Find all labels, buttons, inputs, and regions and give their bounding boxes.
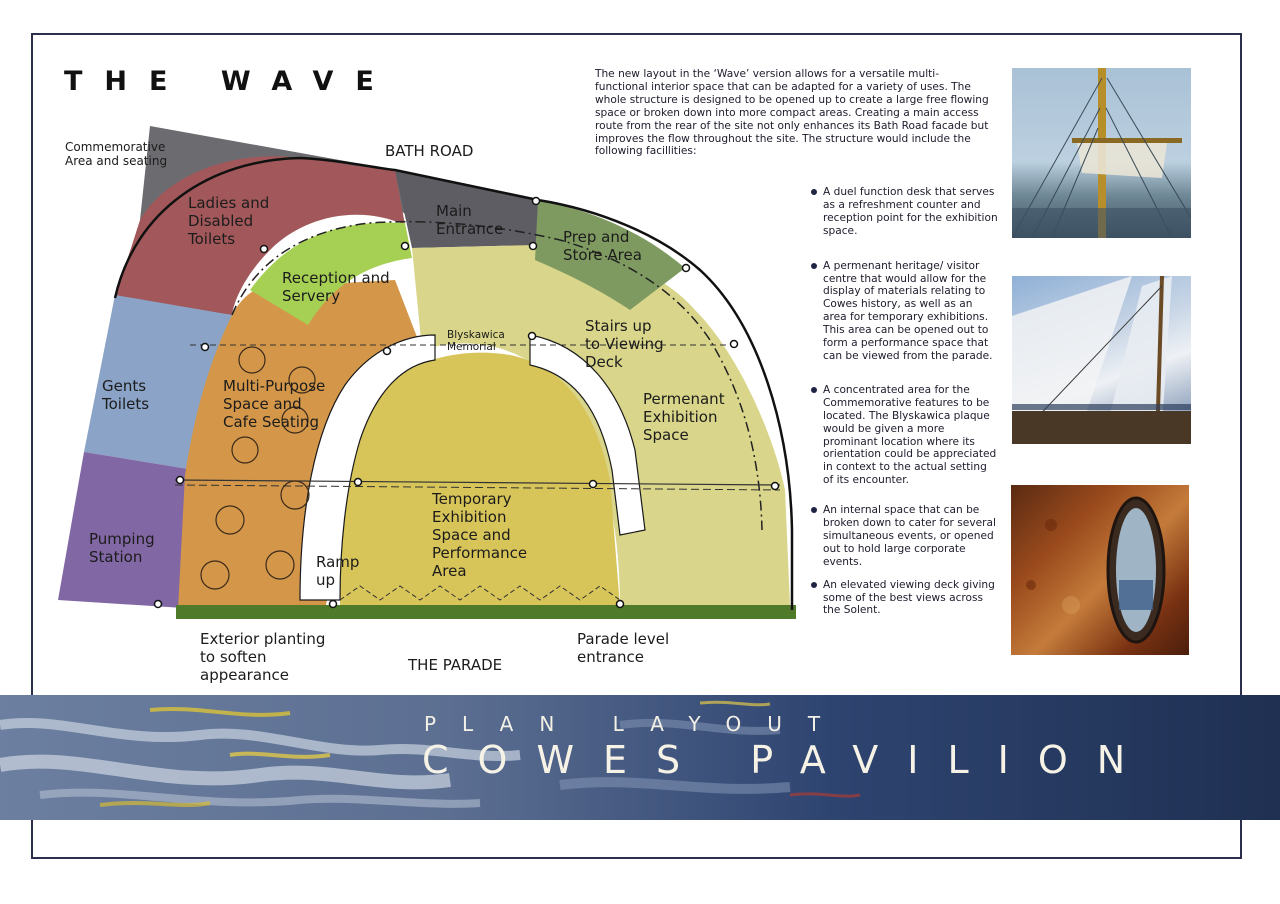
bullet-icon — [811, 582, 817, 588]
list-item: A concentrated area for the Commemorative features to be located. The Blyskawica plaque would be given a more prominant location where its orientation could be appreciated in context to the actual setting of its encounter. — [808, 384, 998, 487]
bullet-icon — [811, 263, 817, 269]
label-ramp: Ramp up — [316, 553, 360, 589]
label-reception: Reception and Servery — [282, 269, 390, 305]
mast-illustration — [1012, 68, 1191, 238]
list-item: A duel function desk that serves as a refreshment counter and reception point for the exhibition space. — [808, 186, 998, 238]
bullet-icon — [811, 507, 817, 513]
photo-tall-ship-mast — [1012, 68, 1191, 238]
label-temporary: Temporary Exhibition Space and Performance Area — [432, 490, 528, 580]
label-gents-toilets: Gents Toilets — [102, 377, 150, 413]
label-blyskawica: Blyskawica Memorial — [447, 329, 505, 353]
label-commemorative: Commemorative Area and seating — [65, 140, 168, 168]
floor-plan — [40, 110, 800, 690]
list-item: An elevated viewing deck giving some of the best views across the Solent. — [808, 579, 998, 618]
bullet-icon — [811, 189, 817, 195]
photo-porthole — [1011, 485, 1189, 655]
label-the-parade: THE PARADE — [408, 656, 503, 674]
label-multi-purpose: Multi-Purpose Space and Cafe Seating — [223, 377, 326, 431]
label-bath-road: BATH ROAD — [385, 142, 474, 160]
label-prep-store: Prep and Store Area — [563, 228, 642, 264]
photo-sails — [1012, 276, 1191, 444]
facility-list — [808, 186, 998, 617]
label-parade-entrance: Parade level entrance — [577, 630, 670, 666]
planting-strip — [176, 605, 796, 619]
intro-paragraph: The new layout in the ‘Wave’ version allows for a versatile multi-functional interior space that can be adapted for a variety of uses. The whole structure is designed to be opened up to create a large free flowing space or broken down into more compact areas. Creating a main access route from the rear of the site not only enhances its Bath Road facade but improves the flow throughout the site. The structure would include the following facillities: — [595, 68, 989, 158]
list-item: An internal space that can be broken down to cater for several simultaneous events, or opened out to hold large corporate events. — [808, 504, 998, 569]
footer-title: COWES PAVILION — [422, 738, 1155, 782]
label-permanent: Permenant Exhibition Space — [643, 390, 725, 444]
label-stairs: Stairs up to Viewing Deck — [585, 317, 664, 371]
page-title: THE WAVE — [64, 66, 396, 97]
sails-illustration — [1012, 276, 1191, 444]
porthole-illustration — [1011, 485, 1189, 655]
list-item: A permenant heritage/ visitor centre that would allow for the display of materials relating to Cowes history, as well as an area for temporary exhibitions. This area can be opened out to form a performance space that can be viewed from the parade. — [808, 260, 998, 363]
label-ladies-toilets: Ladies and Disabled Toilets — [188, 194, 270, 248]
bullet-icon — [811, 387, 817, 393]
label-exterior-planting: Exterior planting to soften appearance — [200, 630, 326, 684]
footer-subtitle: PLAN LAYOUT — [424, 712, 847, 736]
label-pumping-station: Pumping Station — [89, 530, 155, 566]
label-main-entrance: Main Entrance — [436, 202, 504, 238]
